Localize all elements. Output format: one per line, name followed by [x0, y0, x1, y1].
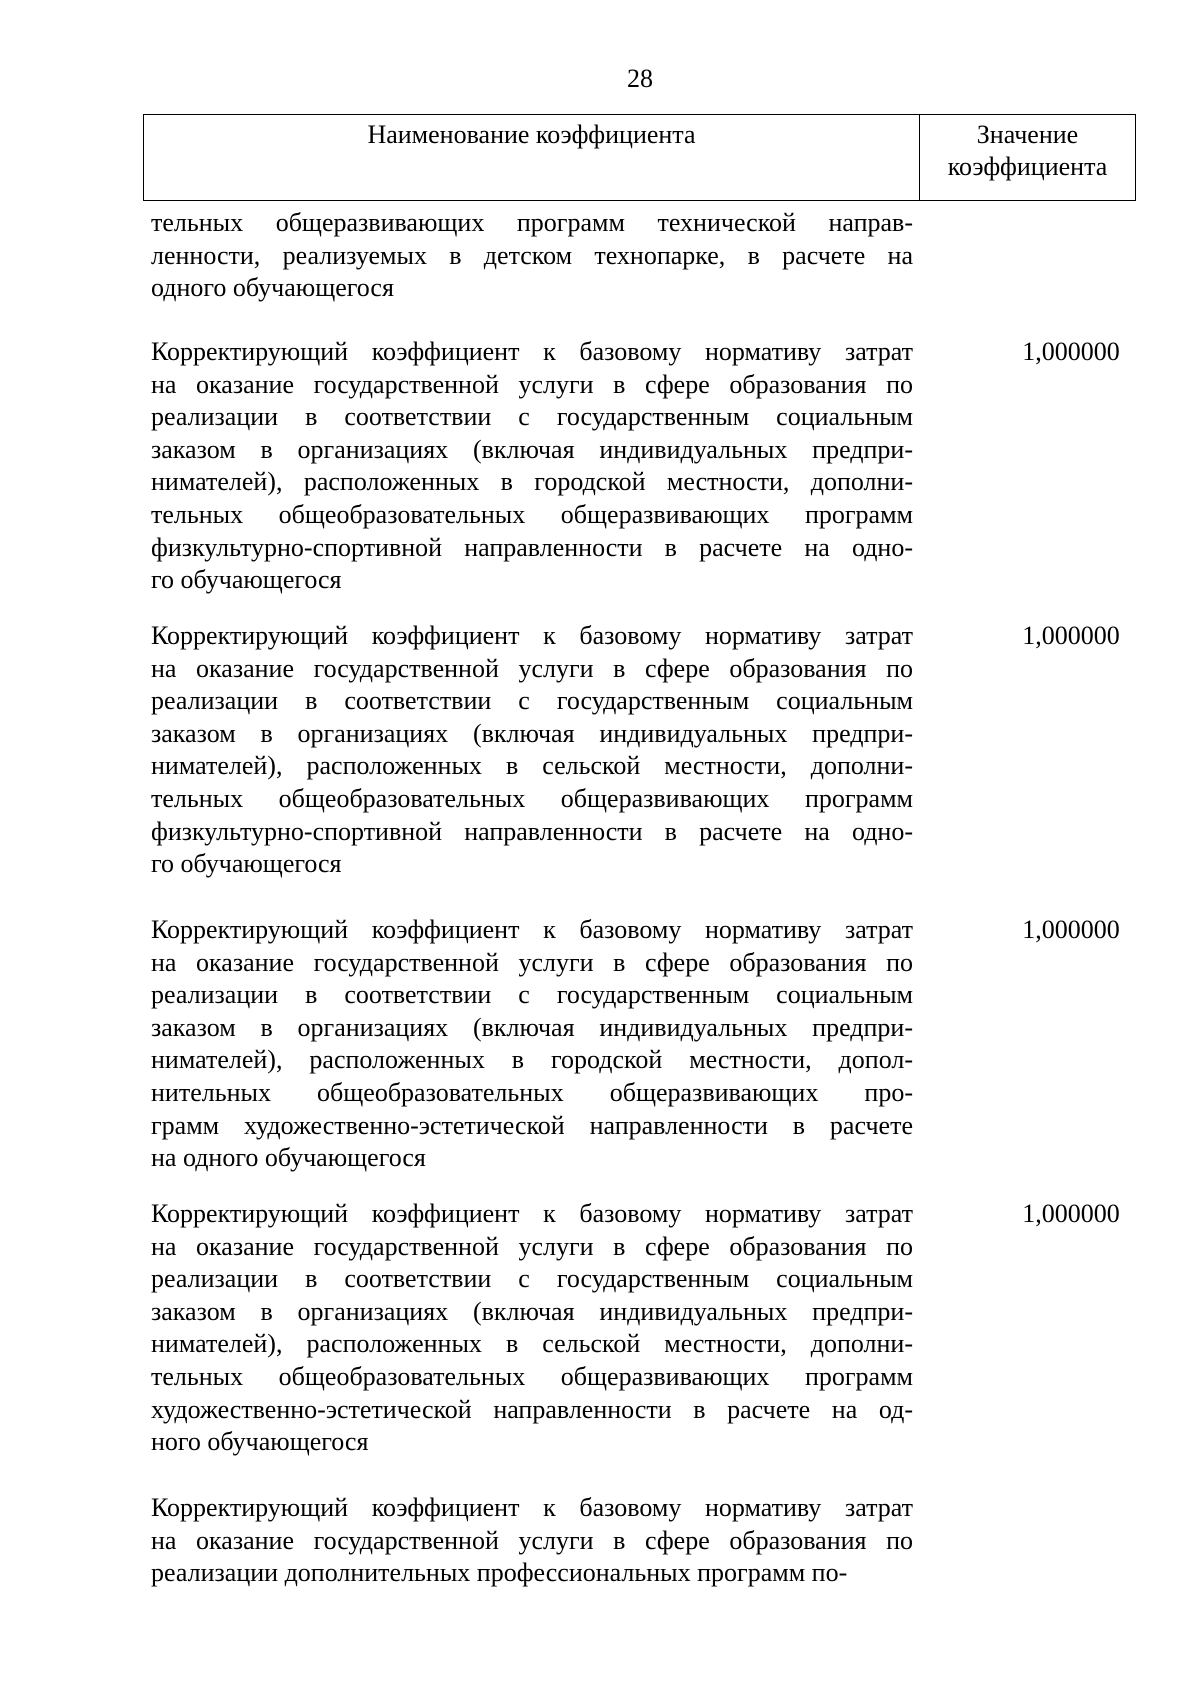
- page-number: 28: [627, 64, 653, 93]
- coefficient-name: [151, 620, 913, 881]
- coefficient-name-line: тельных общеразвивающих программ технической направ-: [151, 208, 913, 237]
- coefficient-name: [151, 336, 913, 597]
- header-name-column: Наименование коэффициента: [144, 115, 920, 200]
- table-row: [151, 336, 1151, 597]
- header-value-line2: коэффициента: [947, 152, 1108, 181]
- coefficient-name-line: нимателей), расположенных в сельской местности, дополни-: [151, 751, 913, 781]
- coefficient-name: [151, 207, 913, 305]
- coefficient-name-line: художественно-эстетической направленности в расчете на од-: [151, 1394, 913, 1424]
- coefficient-name-line: го обучающегося: [151, 849, 342, 879]
- coefficient-name-line: грамм художественно-эстетической направленности в расчете: [151, 1110, 913, 1140]
- coefficient-name-line: Корректирующий коэффициент к базовому нормативу затрат: [151, 915, 913, 944]
- coefficient-name-line: реализации в соответствии с государственным социальным: [151, 1264, 913, 1294]
- coefficient-name-line: физкультурно-спортивной направленности в расчете на одно-: [151, 532, 913, 562]
- coefficient-name-line: на оказание государственной услуги в сфере образования по: [151, 947, 913, 977]
- table-row: [151, 1198, 1151, 1459]
- coefficient-name-line: нимателей), расположенных в сельской местности, дополни-: [151, 1329, 913, 1359]
- coefficient-name-line: го обучающегося: [151, 565, 342, 595]
- coefficient-name-line: заказом в организациях (включая индивидуальных предпри-: [151, 1012, 913, 1042]
- table-row: [151, 620, 1151, 881]
- table-row: [151, 207, 1151, 305]
- coefficient-name-line: Корректирующий коэффициент к базовому нормативу затрат: [151, 1199, 913, 1228]
- coefficient-name-line: реализации дополнительных профессиональных программ по-: [151, 1558, 848, 1588]
- coefficient-name-line: Корректирующий коэффициент к базовому нормативу затрат: [151, 621, 913, 650]
- coefficient-value: 1,000000: [1022, 337, 1120, 366]
- coefficient-name-line: Корректирующий коэффициент к базовому нормативу затрат: [151, 1493, 913, 1522]
- coefficient-name-line: реализации в соответствии с государственным социальным: [151, 686, 913, 716]
- coefficient-name-line: нимателей), расположенных в городской местности, дополни-: [151, 467, 913, 497]
- coefficient-value: 1,000000: [1022, 1199, 1120, 1228]
- coefficient-name-line: заказом в организациях (включая индивидуальных предпри-: [151, 1296, 913, 1326]
- coefficient-name-line: на одного обучающегося: [151, 1143, 426, 1173]
- coefficient-name: [151, 1198, 913, 1459]
- coefficient-name-line: на оказание государственной услуги в сфере образования по: [151, 1231, 913, 1261]
- coefficient-name-line: тельных общеобразовательных общеразвивающих программ: [151, 1361, 913, 1391]
- coefficient-name-line: тельных общеобразовательных общеразвивающих программ: [151, 783, 913, 813]
- coefficient-name-line: заказом в организациях (включая индивидуальных предпри-: [151, 434, 913, 464]
- coefficient-name-line: на оказание государственной услуги в сфере образования по: [151, 1525, 913, 1555]
- table-row: [151, 1492, 1151, 1590]
- table-header: [143, 114, 1136, 201]
- coefficient-name-line: нимателей), расположенных в городской местности, допол-: [151, 1045, 913, 1075]
- coefficient-name-line: на оказание государственной услуги в сфере образования по: [151, 369, 913, 399]
- coefficient-name-line: физкультурно-спортивной направленности в расчете на одно-: [151, 816, 913, 846]
- header-value-line1: Значение: [976, 120, 1079, 149]
- coefficient-name-line: одного обучающегося: [151, 273, 394, 303]
- coefficient-name-line: ленности, реализуемых в детском технопарке, в расчете на: [151, 240, 913, 270]
- coefficient-name-line: Корректирующий коэффициент к базовому нормативу затрат: [151, 337, 913, 366]
- coefficient-name-line: реализации в соответствии с государственным социальным: [151, 402, 913, 432]
- coefficient-name-line: заказом в организациях (включая индивидуальных предпри-: [151, 718, 913, 748]
- coefficient-name-line: на оказание государственной услуги в сфере образования по: [151, 653, 913, 683]
- header-value-column: [920, 115, 1135, 200]
- coefficient-value: 1,000000: [1022, 915, 1120, 944]
- coefficient-name-line: нительных общеобразовательных общеразвивающих про-: [151, 1077, 913, 1107]
- coefficient-name-line: тельных общеобразовательных общеразвивающих программ: [151, 499, 913, 529]
- table-row: [151, 914, 1151, 1175]
- coefficient-name-line: ного обучающегося: [151, 1427, 369, 1457]
- coefficient-name: [151, 914, 913, 1175]
- coefficient-name-line: реализации в соответствии с государственным социальным: [151, 980, 913, 1010]
- coefficient-value: 1,000000: [1022, 621, 1120, 650]
- coefficient-name: [151, 1492, 913, 1590]
